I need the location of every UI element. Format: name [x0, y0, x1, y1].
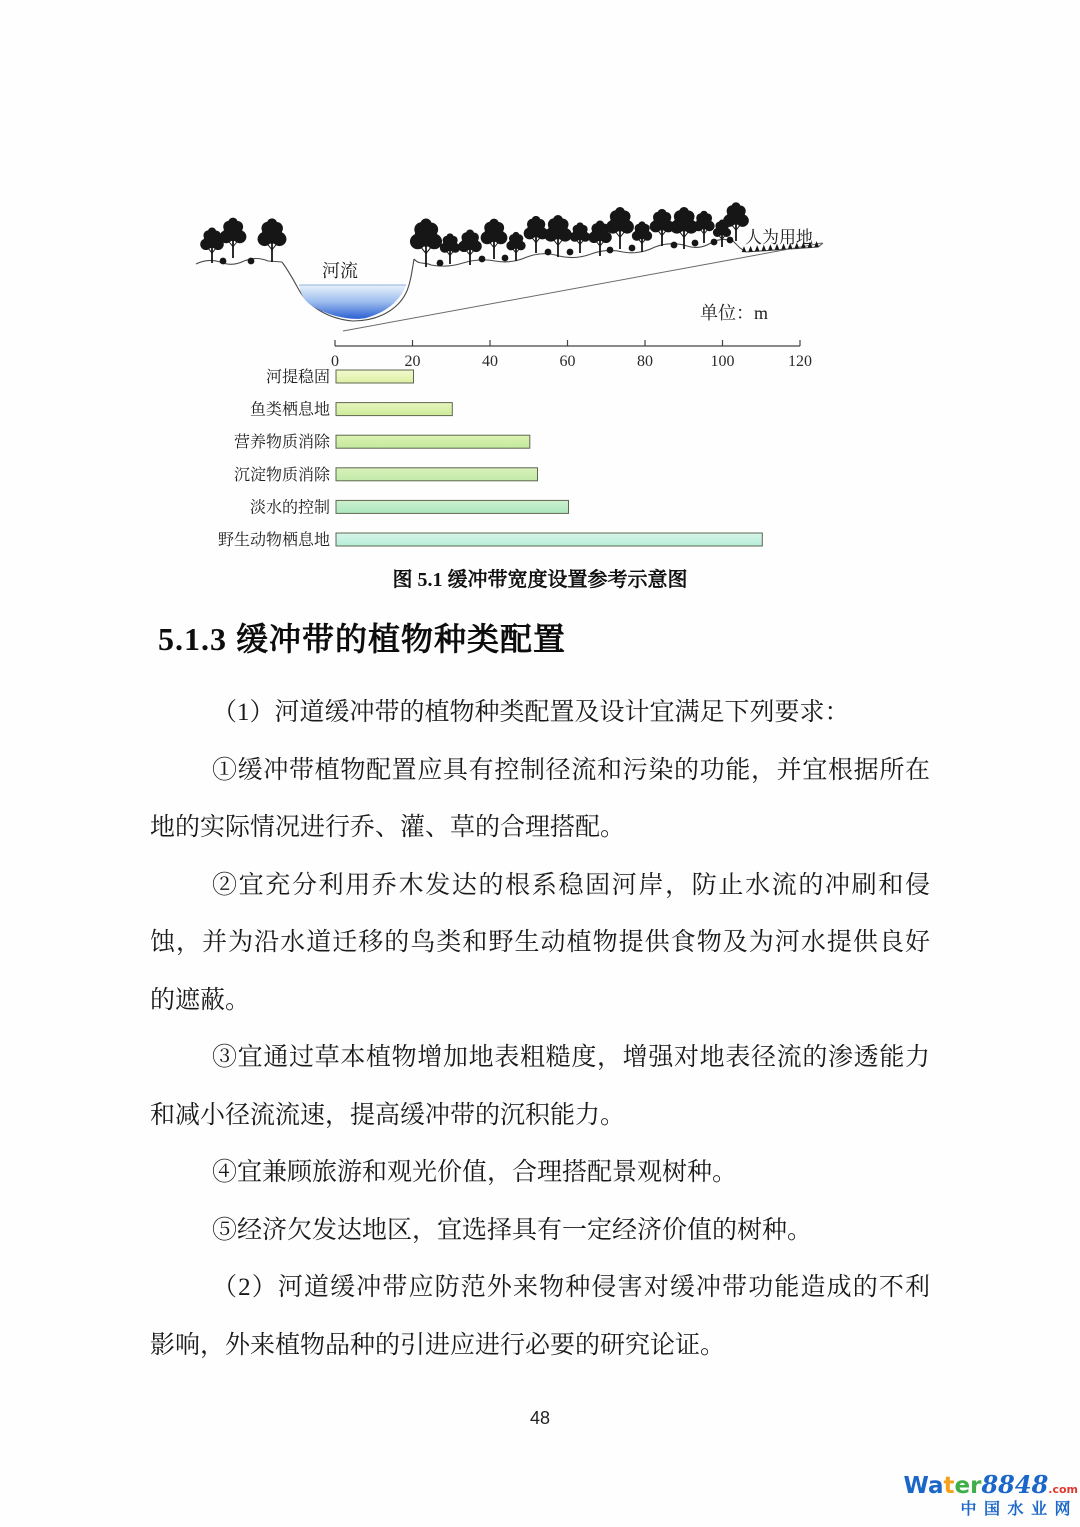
- bush-icon: [607, 247, 614, 254]
- figure-caption: 图 5.1 缓冲带宽度设置参考示意图: [392, 569, 688, 591]
- text-line: ③宜通过草本植物增加地表粗糙度，增强对地表径流的渗透能力: [212, 1044, 930, 1071]
- bar-category-label: 河提稳固: [265, 369, 330, 386]
- section-heading: 5.1.3 缓冲带的植物种类配置: [158, 621, 567, 657]
- buffer-width-bars: [218, 367, 762, 549]
- bush-icon: [629, 245, 636, 252]
- text-line: 地的实际情况进行乔、灌、草的合理搭配。: [150, 814, 626, 841]
- bar: [336, 403, 452, 416]
- bar-category-label: 鱼类栖息地: [249, 401, 330, 419]
- tree-icon: [220, 218, 247, 258]
- tree-icon: [481, 219, 508, 259]
- axis-tick-label: 80: [637, 353, 653, 370]
- text-line: ②宜充分利用乔木发达的根系稳固河岸，防止水流的冲刷和侵: [212, 871, 930, 899]
- bar-category-label: 沉淀物质消除: [233, 466, 330, 484]
- left-bank-terrain: [196, 259, 282, 265]
- brand-8848: 8848: [981, 1470, 1049, 1499]
- river-label: 河流: [322, 261, 358, 281]
- bush-icon: [567, 249, 574, 256]
- bush-icon: [220, 258, 227, 265]
- axis-tick-label: 40: [482, 353, 498, 370]
- bar-category-label: 野生动物栖息地: [217, 532, 330, 549]
- trees: [200, 202, 749, 267]
- tree-icon: [440, 233, 460, 264]
- bar: [336, 468, 538, 481]
- brand-wa: Wa: [903, 1473, 944, 1499]
- bush-icon: [727, 237, 734, 244]
- text-line: 蚀，并为沿水道迁移的鸟类和野生动植物提供食物及为河水提供良好: [150, 929, 930, 956]
- text-line: 影响，外来植物品种的引进应进行必要的研究论证。: [150, 1331, 726, 1359]
- bar: [336, 500, 569, 513]
- bush-icon: [437, 260, 444, 267]
- bar-category-label: 营养物质消除: [233, 434, 330, 452]
- watermark-subtitle: 中国水业网: [960, 1499, 1078, 1519]
- bush-icon: [692, 240, 699, 247]
- text-line: 的遮蔽。: [150, 986, 251, 1014]
- text-line: （2）河道缓冲带应防范外来物种侵害对缓冲带功能造成的不利: [212, 1274, 930, 1301]
- watermark-brand: [903, 1472, 1078, 1499]
- axis-tick-label: 100: [710, 353, 735, 370]
- axis-tick-label: 60: [559, 353, 576, 370]
- bar-category-label: 淡水的控制: [249, 499, 330, 517]
- axis-tick-label: 0: [331, 353, 339, 370]
- brand-t: t: [943, 1473, 955, 1499]
- tree-icon: [606, 207, 634, 249]
- text-line: ①缓冲带植物配置应具有控制径流和污染的功能，并宜根据所在: [212, 756, 930, 784]
- bar: [336, 435, 530, 448]
- landuse-label: 人为用地: [745, 228, 813, 247]
- body-text: [150, 684, 930, 1374]
- tree-icon: [200, 227, 224, 263]
- tree-icon: [570, 222, 590, 253]
- bush-icon: [502, 255, 509, 262]
- watermark-logo: [903, 1472, 1078, 1518]
- bar: [336, 533, 762, 546]
- text-line: 和减小径流流速，提高缓冲带的沉积能力。: [150, 1101, 626, 1129]
- text-line: ④宜兼顾旅游和观光价值，合理搭配景观树种。: [212, 1159, 738, 1186]
- axis-tick-label: 120: [788, 353, 812, 370]
- axis-tick-label: 20: [404, 353, 421, 370]
- text-line: ⑤经济欠发达地区，宜选择具有一定经济价值的树种。: [212, 1216, 813, 1244]
- figure-5-1-diagram: [170, 195, 850, 555]
- tree-icon: [506, 232, 525, 261]
- page-number: 48: [529, 1408, 551, 1428]
- brand-com: .com: [1048, 1483, 1078, 1496]
- unit-label: 单位：m: [700, 303, 769, 323]
- bar: [336, 370, 414, 383]
- bush-icon: [711, 239, 718, 246]
- bush-icon: [248, 258, 255, 265]
- bush-icon: [545, 249, 552, 256]
- tree-icon: [258, 218, 287, 262]
- x-axis: [331, 340, 812, 370]
- text-line: （1）河道缓冲带的植物种类配置及设计宜满足下列要求：: [212, 699, 850, 726]
- bush-icon: [479, 256, 486, 263]
- brand-er: er: [954, 1473, 982, 1499]
- bush-icon: [671, 242, 678, 249]
- tree-icon: [693, 211, 714, 243]
- river-water: [299, 285, 406, 319]
